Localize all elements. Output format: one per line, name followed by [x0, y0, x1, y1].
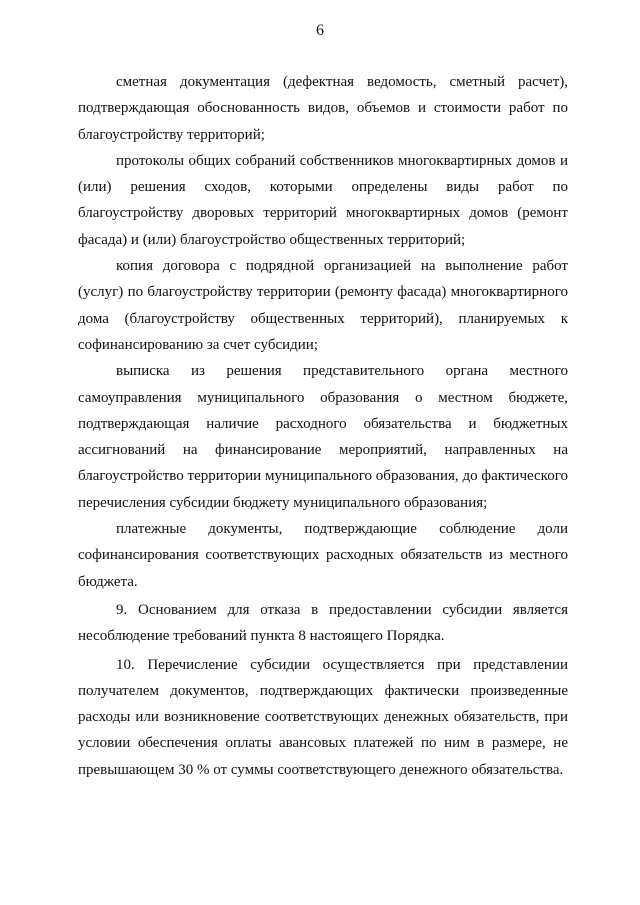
page-number: 6: [316, 22, 324, 39]
document-body: [78, 69, 568, 783]
paragraph-meeting-protocols: протоколы общих собраний собственников многоквартирных домов и (или) решения сходов, которыми определены виды работ по благоустройству дворовых территорий многоквартирных домов (ремонт фасада) и (или) благоустройство общественных территорий;: [78, 152, 568, 248]
paragraph-contract-copy: копия договора с подрядной организацией на выполнение работ (услуг) по благоустройству территории (ремонту фасада) многоквартирного дома (благоустройству общественных территорий), планируемых к софинансированию за счет субсидии;: [78, 258, 568, 353]
paragraph-budget-extract: выписка из решения представительного органа местного самоуправления муниципального образования о местном бюджете, подтверждающая наличие расходного обязательства и бюджетных ассигнований на финансирование мероприятий, направленных на благоустройство территории муниципального образования, до фактического перечисления субсидии бюджету муниципального образования;: [78, 363, 568, 511]
paragraph-item-9: 9. Основанием для отказа в предоставлении субсидии является несоблюдение требований пункта 8 настоящего Порядка.: [78, 601, 568, 645]
paragraph-payment-documents: платежные документы, подтверждающие соблюдение доли софинансирования соответствующих расходных обязательств из местного бюджета.: [78, 521, 568, 590]
paragraph-estimate-documentation: сметная документация (дефектная ведомость, сметный расчет), подтверждающая обоснованность видов, объемов и стоимости работ по благоустройству территорий;: [78, 74, 568, 143]
paragraph-item-10: 10. Перечисление субсидии осуществляется при представлении получателем документов, подтверждающих фактически произведенные расходы или возникновение соответствующих денежных обязательств, при условии обеспечения оплаты авансовых платежей по ним в размере, не превышающем 30 % от суммы соответствующего денежного обязательства.: [78, 656, 568, 778]
